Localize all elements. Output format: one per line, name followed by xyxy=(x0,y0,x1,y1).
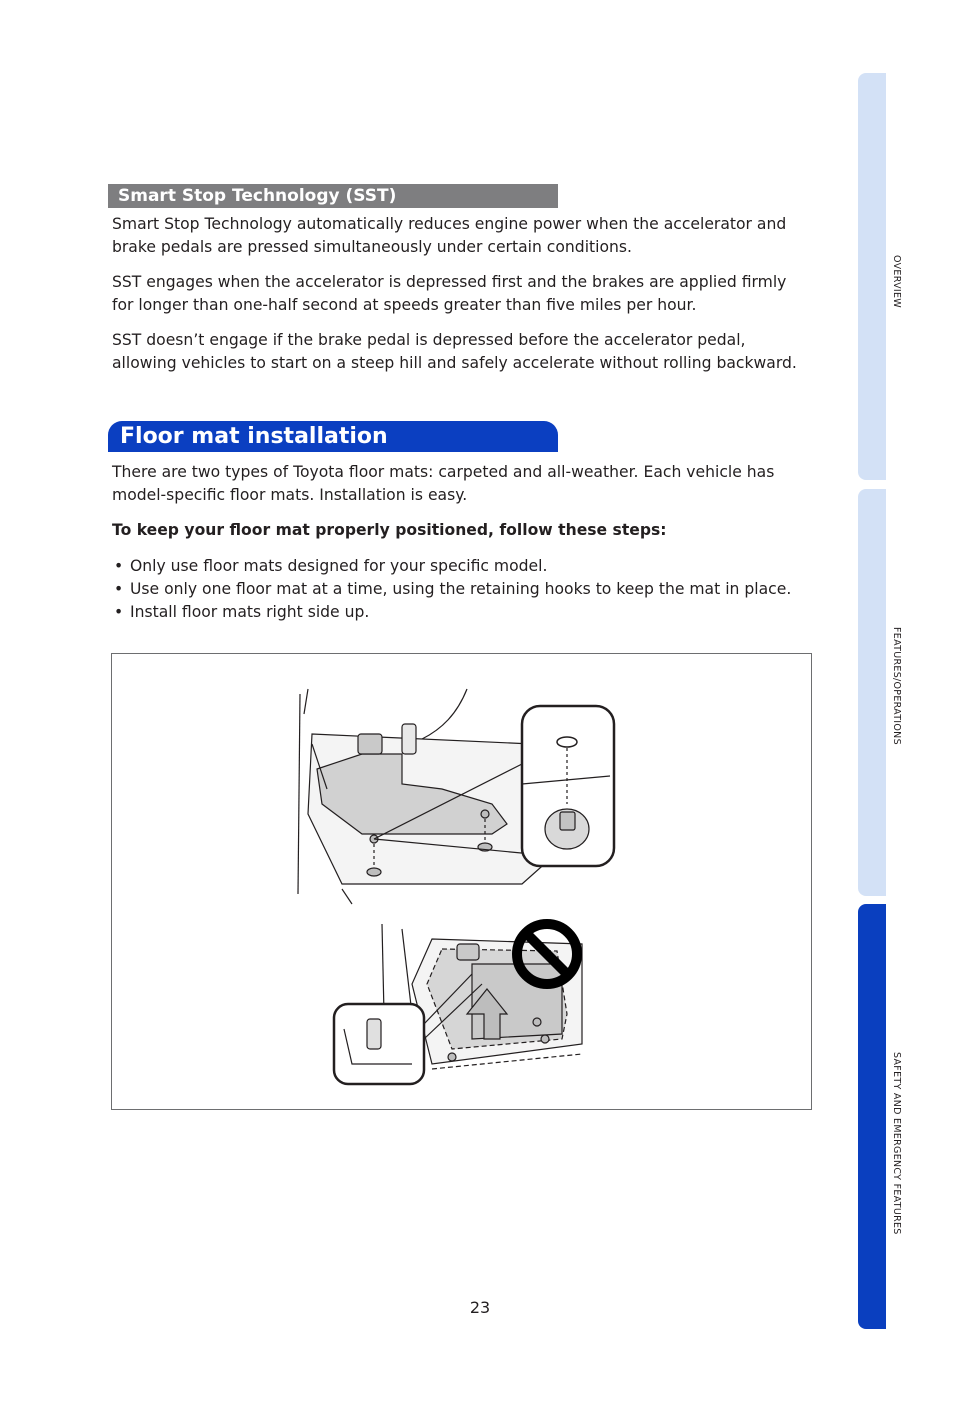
sst-paragraph-2: SST engages when the accelerator is depressed first and the brakes are applied firmly for longer than one-half second at speeds greater than five miles per hour. xyxy=(112,273,787,314)
page-number: 23 xyxy=(469,1298,491,1317)
list-item: • Install floor mats right side up. xyxy=(112,601,802,624)
floor-mat-illustration xyxy=(112,654,811,1109)
steps-list xyxy=(112,555,802,624)
floor-mat-figure xyxy=(111,653,812,1110)
sst-paragraph-3: SST doesn’t engage if the brake pedal is depressed before the accelerator pedal, allowing vehicles to start on a steep hill and safely accelerate without rolling backward. xyxy=(112,331,797,372)
floor-mat-heading: Floor mat installation xyxy=(108,421,558,452)
sst-paragraph-1: Smart Stop Technology automatically reduces engine power when the accelerator and brake pedals are pressed simultaneously under certain conditions. xyxy=(112,215,787,256)
tab-safety-label: SAFETY AND EMERGENCY FEATURES xyxy=(891,1052,902,1235)
floor-mat-paragraph: There are two types of Toyota floor mats: carpeted and all-weather. Each vehicle has model-specific floor mats. Installation is easy. xyxy=(112,463,775,504)
tab-overview-label: OVERVIEW xyxy=(891,255,902,308)
list-item: • Use only one floor mat at a time, using the retaining hooks to keep the mat in place. xyxy=(112,578,802,601)
tab-features-label: FEATURES/OPERATIONS xyxy=(891,627,902,745)
sst-heading: Smart Stop Technology (SST) xyxy=(108,184,558,208)
list-item: • Only use floor mats designed for your specific model. xyxy=(112,555,802,578)
correct-installation-illustration xyxy=(298,689,614,904)
steps-intro: To keep your floor mat properly positioned, follow these steps: xyxy=(112,521,667,539)
